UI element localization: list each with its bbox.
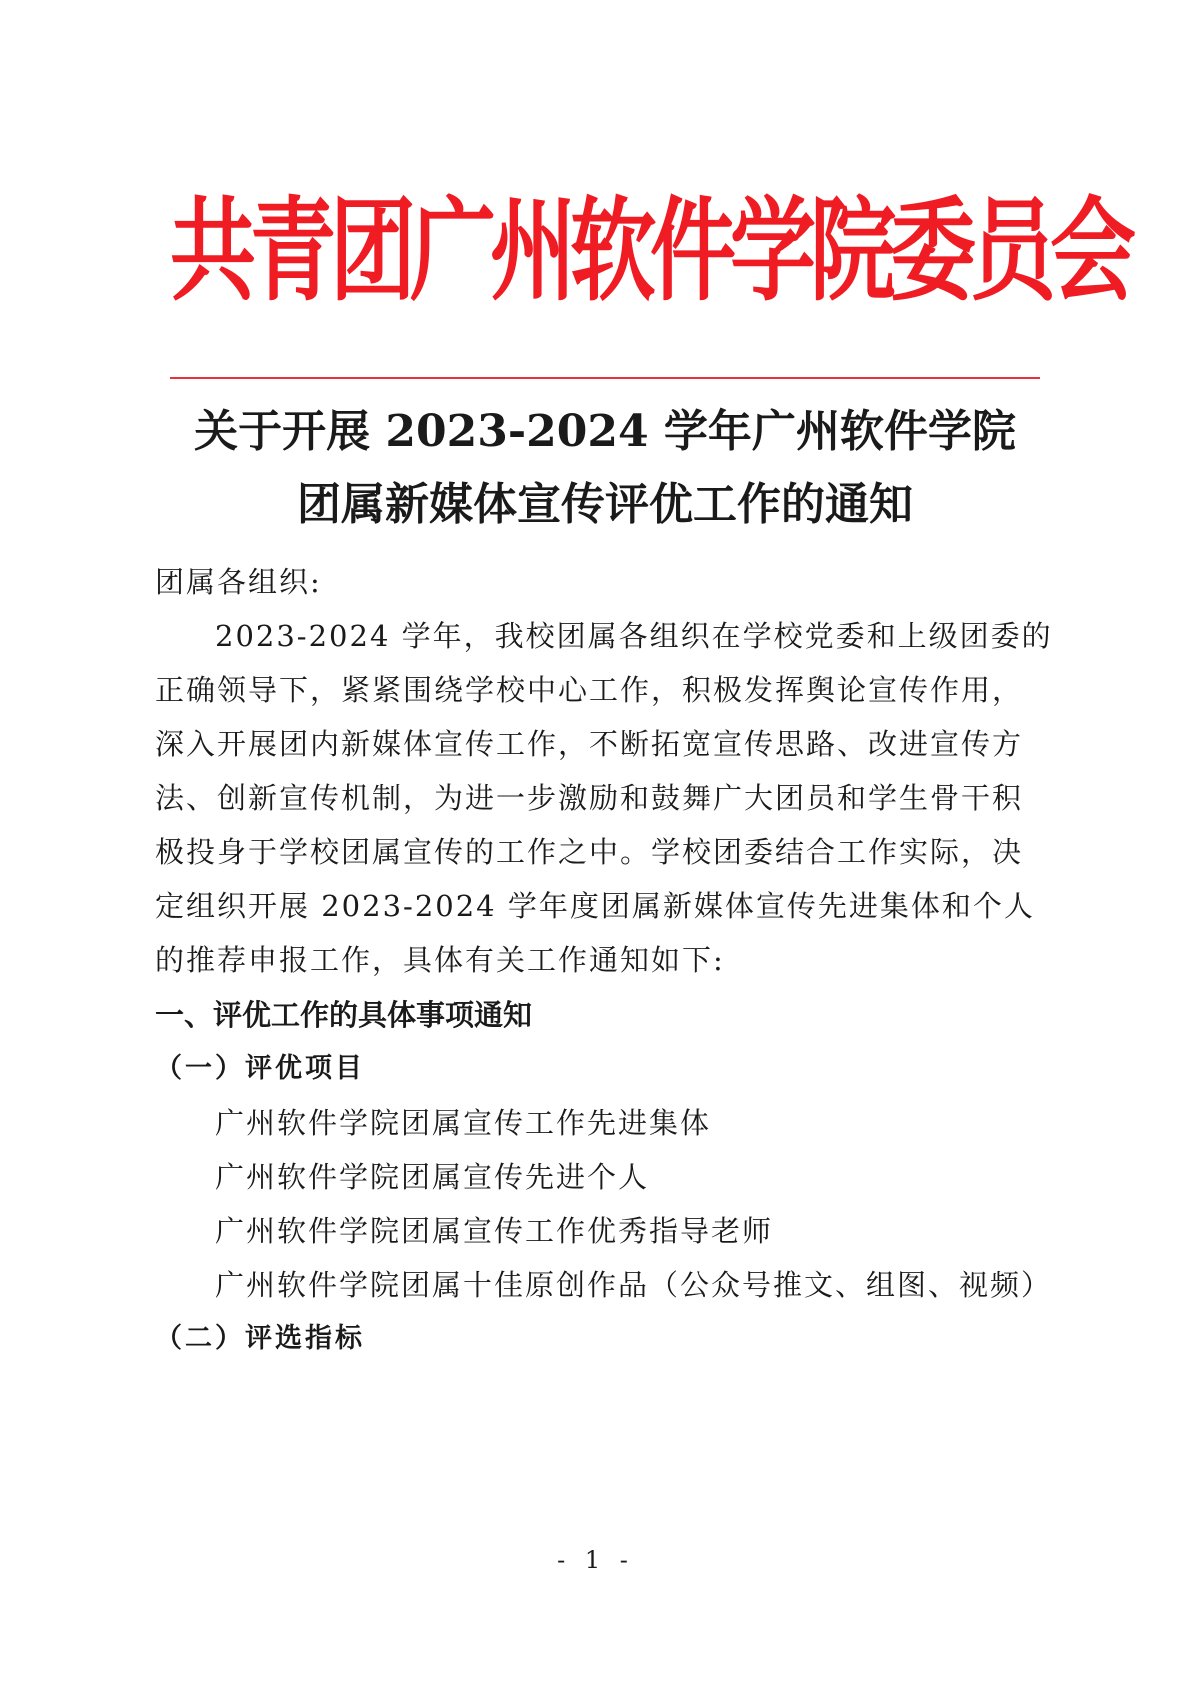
body-line: 极投身于学校团属宣传的工作之中。学校团委结合工作实际，决 [155,835,1024,869]
list-item: 广州软件学院团属宣传先进个人 [215,1160,650,1194]
document-title-line-2: 团属新媒体宣传评优工作的通知 [297,479,913,530]
body-line: 深入开展团内新媒体宣传工作，不断拓宽宣传思路、改进宣传方 [155,727,1024,761]
subsection-heading: （二）评选指标 [155,1323,365,1354]
salutation: 团属各组织: [155,565,322,599]
section-heading: 一、评优工作的具体事项通知 [155,998,533,1032]
list-item: 广州软件学院团属十佳原创作品（公众号推文、组图、视频） [215,1268,1053,1302]
body-line: 2023-2024 学年，我校团属各组织在学校党委和上级团委的 [215,619,1053,653]
document-title-line-1: 关于开展 2023-2024 学年广州软件学院 [194,406,1016,457]
body-line: 定组织开展 2023-2024 学年度团属新媒体宣传先进集体和个人 [155,889,1035,923]
list-item: 广州软件学院团属宣传工作优秀指导老师 [215,1214,774,1248]
list-item: 广州软件学院团属宣传工作先进集体 [215,1106,712,1140]
organization-header: 共青团广州软件学院委员会 [170,186,1130,317]
page-number: - 1 - [557,1546,634,1574]
header-divider [170,377,1040,379]
body-line: 正确领导下，紧紧围绕学校中心工作，积极发挥舆论宣传作用， [155,673,1024,707]
subsection-heading: （一）评优项目 [155,1053,365,1084]
body-line: 法、创新宣传机制，为进一步激励和鼓舞广大团员和学生骨干积 [155,781,1024,815]
body-line: 的推荐申报工作，具体有关工作通知如下: [155,943,725,977]
